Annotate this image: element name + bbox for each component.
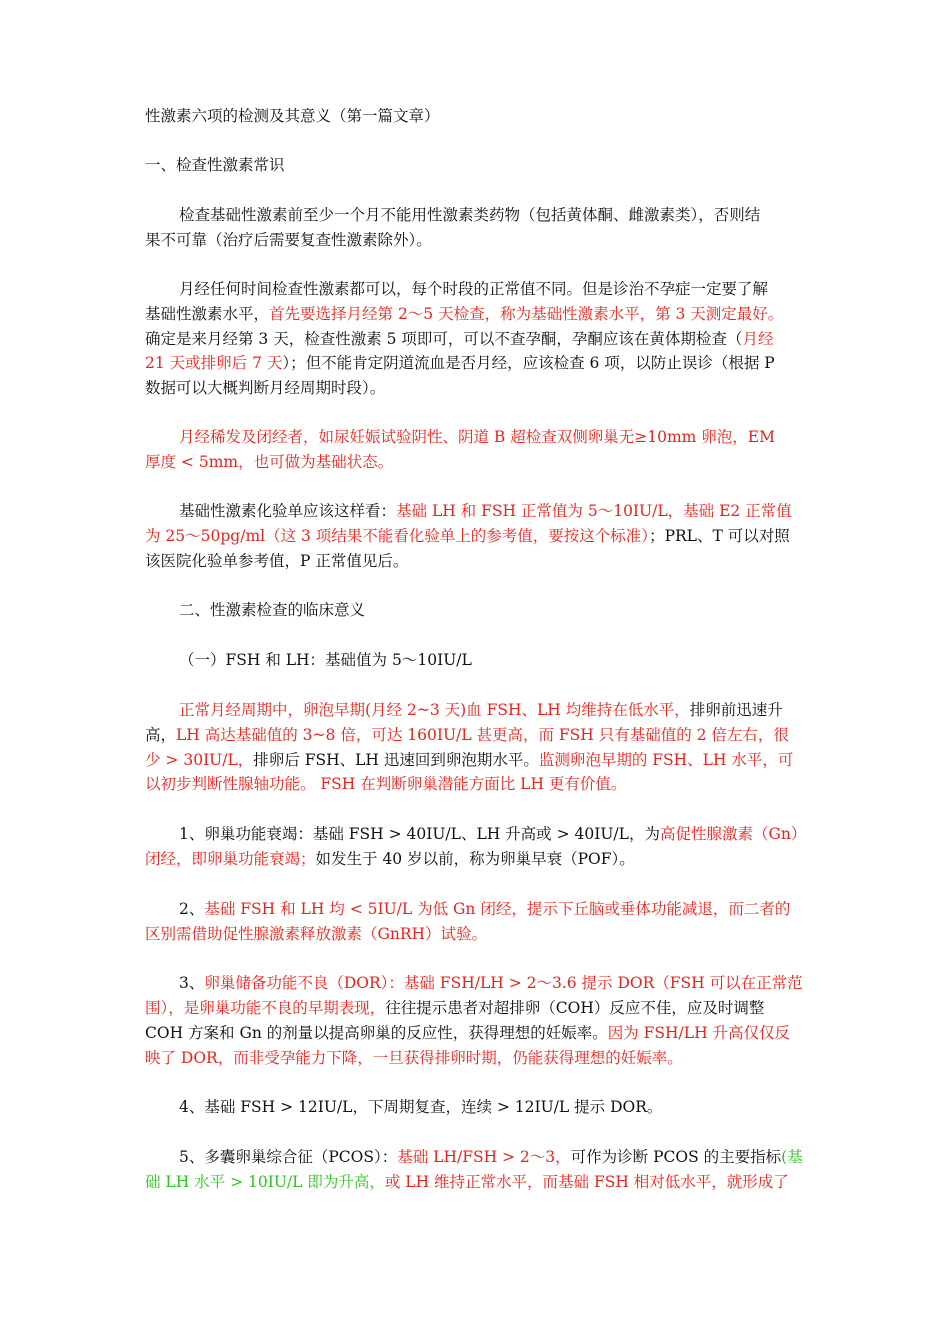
text-run: ；PRL、T 可以对照: [649, 527, 790, 545]
document-title: 性激素六项的检测及其意义（第一篇文章）: [145, 107, 440, 125]
paragraph-1-line-1: 检查基础性激素前至少一个月不能用性激素类药物（包括黄体酮、雌激素类），否则结: [179, 206, 761, 224]
text-run: 往往提示患者对超排卵（COH）反应不佳，应及时调整: [385, 999, 765, 1017]
text-run: COH 方案和 Gn 的剂量以提高卵巢的反应性，获得理想的妊娠率。: [145, 1024, 608, 1042]
paragraph-2-line-4: [145, 351, 815, 375]
highlight-text: 或 LH 维持正常水平，而基础 FSH 相对低水平，就形成了: [384, 1173, 789, 1191]
highlight-text: 高促性腺激素（Gn）: [659, 825, 807, 843]
item-3-line-3: [145, 1021, 815, 1045]
paragraph-4-line-2: [145, 524, 815, 548]
paragraph-5-line-2: [145, 723, 815, 747]
item-2-line-1: [179, 897, 815, 921]
section-heading-1: 一、检查性激素常识: [145, 156, 285, 174]
text-run: 1、卵巢功能衰竭：基础 FSH > 40IU/L、LH 升高或 > 40IU/L，为: [179, 825, 660, 843]
paragraph-5-line-4: 以初步判断性腺轴功能。 FSH 在判断卵巢潜能方面比 LH 更有价值。: [145, 775, 627, 793]
highlight-text: 基础 FSH 和 LH 均 < 5IU/L 为低 Gn 闭经，提示下丘脑或垂体功能减退，而二者的: [204, 900, 791, 918]
item-4-line-1: 4、基础 FSH > 12IU/L，下周期复查，连续 > 12IU/L 提示 DOR。: [179, 1098, 663, 1116]
paragraph-2-line-5: 数据可以大概判断月经周期时段）。: [145, 379, 386, 397]
paragraph-5-line-3: [145, 748, 815, 772]
item-5-line-1: [179, 1145, 815, 1169]
highlight-text: 正常月经周期中，卵泡早期(月经 2~3 天)血 FSH、LH 均维持在低水平，: [179, 701, 690, 719]
text-run: 可作为诊断 PCOS 的主要指标: [570, 1148, 782, 1166]
highlight-text: 月经: [742, 330, 774, 348]
text-run: 5、多囊卵巢综合征（PCOS）：: [179, 1148, 398, 1166]
paragraph-2-line-2: [145, 302, 815, 326]
text-run: 如发生于 40 岁以前，称为卵巢早衰（POF）。: [315, 850, 635, 868]
paragraph-2-line-1: 月经任何时间检查性激素都可以，每个时段的正常值不同。但是诊治不孕症一定要了解: [179, 280, 769, 298]
item-1-line-1: [179, 822, 815, 846]
text-run: ）；但不能肯定阴道流血是否月经，应该检查 6 项，以防止误诊（根据 P: [282, 354, 775, 372]
highlight-text: 21 天或排卵后 7 天: [145, 354, 283, 372]
text-run: 排卵后 FSH、LH 迅速回到卵泡期水平。: [253, 751, 539, 769]
highlight-text: 首先要选择月经第 2～5 天检查，称为基础性激素水平，第 3 天测定最好。: [269, 305, 784, 323]
paragraph-4-line-1: [179, 499, 815, 523]
paragraph-3-line-1: 月经稀发及闭经者，如尿妊娠试验阴性、阴道 B 超检查双侧卵巢无≥10mm 卵泡，EM: [179, 428, 775, 446]
item-5-line-2: [145, 1170, 815, 1194]
highlight-text: 基础 LH 和 FSH 正常值为 5～10IU/L，基础 E2 正常值: [396, 502, 792, 520]
text-run: 确定是来月经第 3 天，检查性激素 5 项即可，可以不查孕酮，孕酮应该在黄体期检查（: [145, 330, 743, 348]
paragraph-2-line-3: [145, 327, 815, 351]
highlight-text: 因为 FSH/LH 升高仅仅反: [607, 1024, 791, 1042]
text-run: 高，: [145, 726, 177, 744]
paragraph-5-line-1: [179, 698, 815, 722]
text-run: 2、: [179, 900, 205, 918]
section-heading-2: 二、性激素检查的临床意义: [179, 601, 366, 619]
item-2-line-2: 区别需借助促性腺激素释放激素（GnRH）试验。: [145, 925, 488, 943]
highlight-text: LH 高达基础值的 3~8 倍，可达 160IU/L 甚更高，而 FSH 只有基础值的 2 倍左右，很: [176, 726, 789, 744]
highlight-text: 基础 LH/FSH > 2～3，: [397, 1148, 571, 1166]
highlight-text: 监测卵泡早期的 FSH、LH 水平，可: [538, 751, 794, 769]
highlight-text: 闭经，即卵巢功能衰竭；: [145, 850, 316, 868]
item-3-line-1: [179, 971, 815, 995]
highlight-text: 围），是卵巢功能不良的早期表现，: [145, 999, 386, 1017]
text-run: 3、: [179, 974, 205, 992]
text-run: 排卵前迅速升: [689, 701, 783, 719]
paragraph-3-line-2: 厚度 < 5mm，也可做为基础状态。: [145, 453, 394, 471]
item-1-line-2: [145, 847, 815, 871]
text-run: 基础性激素化验单应该这样看：: [179, 502, 397, 520]
paragraph-1-line-2: 果不可靠（治疗后需要复查性激素除外）。: [145, 231, 432, 249]
item-3-line-4: 映了 DOR，而非受孕能力下降，一旦获得排卵时期，仍能获得理想的妊娠率。: [145, 1049, 683, 1067]
highlight-text-green: 础 LH 水平 > 10IU/L 即为升高，: [145, 1173, 385, 1191]
paragraph-4-line-3: 该医院化验单参考值，P 正常值见后。: [145, 552, 409, 570]
item-3-line-2: [145, 996, 815, 1020]
highlight-text: 少 > 30IU/L，: [145, 751, 254, 769]
highlight-text: 卵巢储备功能不良（DOR）：基础 FSH/LH > 2～3.6 提示 DOR（FSH 可以在正常范: [204, 974, 803, 992]
text-run: 基础性激素水平，: [145, 305, 270, 323]
highlight-text: 为 25～50pg/ml（这 3 项结果不能看化验单上的参考值，要按这个标准）: [145, 527, 650, 545]
highlight-text-green: (基: [781, 1148, 803, 1166]
subsection-heading-1: （一）FSH 和 LH：基础值为 5～10IU/L: [179, 651, 472, 669]
